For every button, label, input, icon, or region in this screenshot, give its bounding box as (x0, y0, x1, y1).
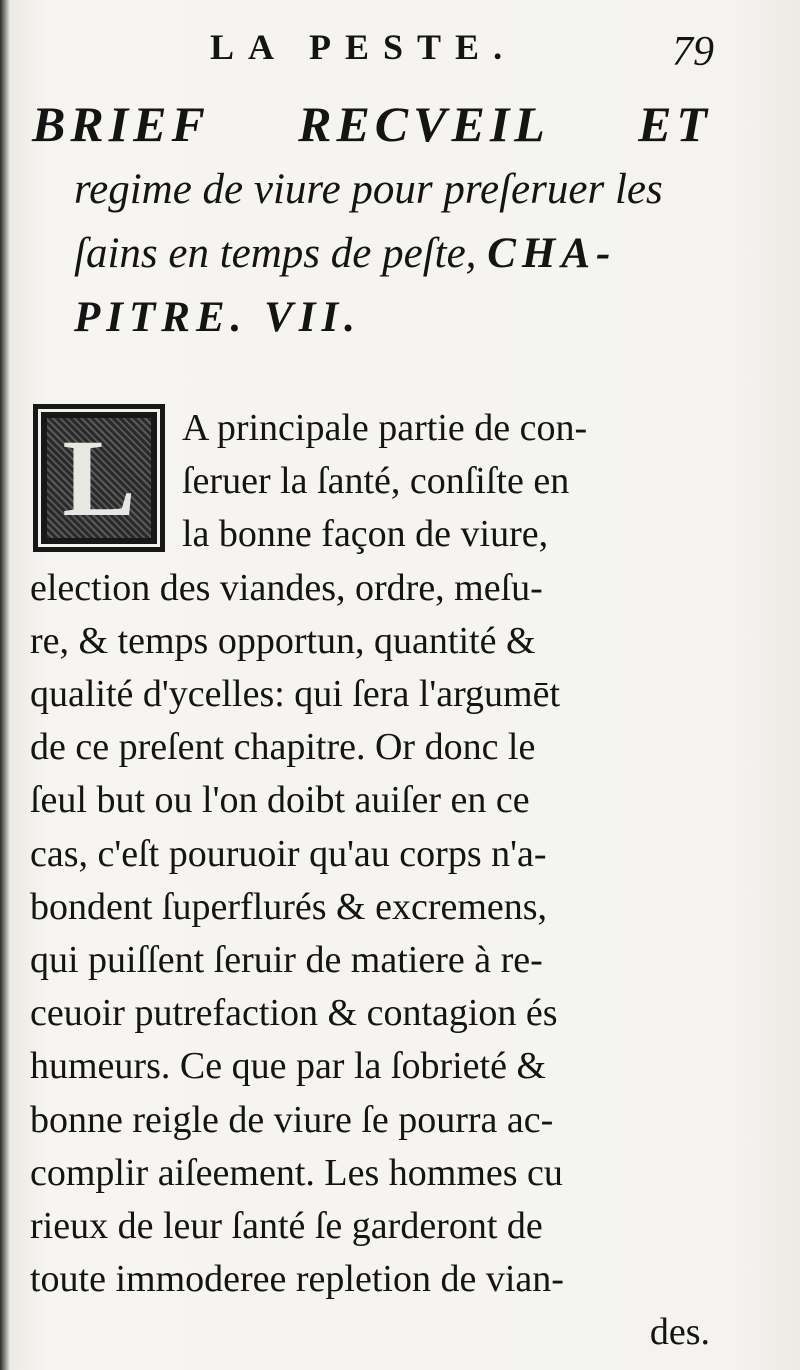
text-line: la bonne façon de viure, (182, 513, 549, 556)
chapter-heading-line-4: PITRE. VII. (74, 294, 362, 341)
chapter-heading-rest (74, 158, 722, 350)
running-head (0, 26, 800, 76)
heading-word: BRIEF (32, 96, 210, 152)
heading-word: RECVEIL (298, 96, 550, 152)
chapter-heading (32, 92, 722, 350)
text-line: re, & temps opportun, quantité & (30, 619, 536, 662)
text-line: qualité d'ycelles: qui ſera l'argumēt (30, 673, 561, 716)
chapter-heading-line-3-text: ſains en temps de peſte, (74, 230, 488, 277)
chapter-heading-line-3-caps: CHA- (487, 230, 617, 277)
text-line: ceuoir putrefaction & contagion és (30, 992, 558, 1035)
text-line: de ce preſent chapitre. Or donc le (30, 726, 536, 769)
text-line: humeurs. Ce que par la ſobrieté & (30, 1045, 547, 1088)
text-line: rieux de leur ſanté ſe garderont de (30, 1205, 543, 1248)
page-gutter-shadow (0, 0, 10, 1370)
text-line: toute immoderee repletion de vian- (30, 1258, 564, 1301)
text-line: bondent ſuperflurés & excremens, (30, 885, 548, 928)
dropcap-letter: L (47, 418, 151, 538)
text-line: bonne reigle de viure ſe pourra ac- (30, 1098, 554, 1141)
page-number: 79 (672, 29, 714, 75)
text-line: complir aiſeement. Les hommes cu (30, 1151, 563, 1194)
chapter-heading-line-2: regime de viure pour preſeruer les (74, 166, 663, 213)
body-text (30, 402, 710, 1360)
text-line: ſeruer la ſanté, conſiſte en (182, 460, 570, 503)
text-line: qui puiſſent ſeruir de matiere à re- (30, 939, 543, 982)
heading-word: ET (638, 96, 712, 152)
chapter-heading-line-3 (74, 222, 722, 286)
text-line: ſeul but ou l'on doibt auiſer en ce (30, 779, 530, 822)
text-line: cas, c'eſt pouruoir qu'au corps n'a- (30, 832, 547, 875)
text-line: A principale partie de con- (182, 407, 588, 449)
text-line: election des viandes, ordre, meſu- (30, 566, 543, 609)
chapter-heading-line-1 (32, 92, 712, 156)
text-line-last: des. (649, 1311, 710, 1354)
running-head-title: LA PESTE. (210, 27, 517, 67)
